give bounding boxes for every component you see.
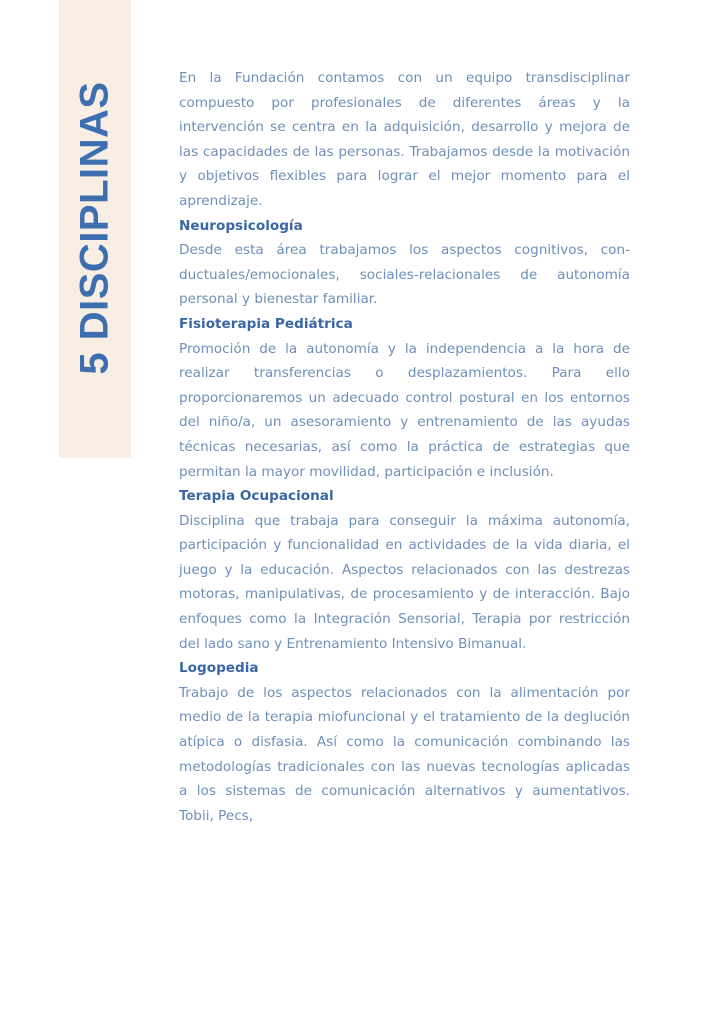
section-heading-neuropsicologia: Neuropsicología xyxy=(179,217,303,234)
section-body-terapia-ocupacional: Disciplina que trabaja para conseguir la máxima autonomía, participación y funcionalidad en actividades de la vida diaria, el juego y la educación. Aspectos relacionados con las destrezas motoras, manipulativas, de procesamiento y de interacción. Bajo enfoques como la Integración Sensorial, Terapia por restricción del lado sano y Entrenamiento Intensivo Bimanual. xyxy=(179,512,630,652)
section-body-logopedia: Trabajo de los aspectos relacionados con la alimentación por medio de la terapia miofuncional y el tratamiento de la deglución atípica o disfasia. Así como la comunicación combinando las metodologías tradicionales con las nuevas tecnologías aplicadas a los sistemas de comunicación alternativos y aumentativos. Tobii, Pecs, xyxy=(179,684,630,824)
section-heading-terapia-ocupacional: Terapia Ocupacional xyxy=(179,488,334,505)
intro-paragraph: En la Fundación contamos con un equipo transdisciplinar compuesto por profesionales de diferentes áreas y la intervención se centra en la adquisición, desarrollo y mejora de las capacidades de las personas. Trabajamos desde la motivación y objetivos flexibles para lograr el mejor momento para el aprendizaje. xyxy=(179,70,630,209)
main-content xyxy=(179,66,630,828)
section-body-fisioterapia: Promoción de la autonomía y la independencia a la hora de realizar transferencias o desplazamientos. Para ello proporcionaremos un adecuado control postural en los entornos del niño/a, un asesoramiento y entrenamiento de las ayudas técnicas necesarias, así como la práctica de estrategias que permitan la mayor movilidad, participación e inclusión. xyxy=(179,340,630,480)
page-title: 5 DISCIPLINAS xyxy=(72,81,117,375)
section-heading-fisioterapia: Fisioterapia Pediátrica xyxy=(179,315,353,332)
section-body-neuropsicologia: Desde esta área trabajamos los aspectos cognitivos, conductuales/emocionales, sociales-relacionales de autonomía personal y bienestar familiar. xyxy=(179,242,630,308)
section-heading-logopedia: Logopedia xyxy=(179,660,259,677)
